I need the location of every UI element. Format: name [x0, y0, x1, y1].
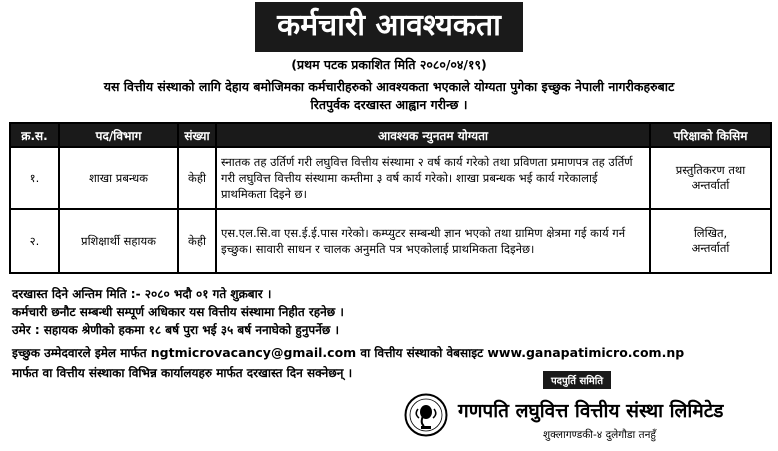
row-count: केही	[178, 209, 216, 273]
intro-line-2: रितपुर्वक दरखास्त आह्वान गरीन्छ ।	[310, 97, 468, 112]
publication-date: (प्रथम पटक प्रकाशित मिति २०८०/०४/१९)	[291, 57, 487, 72]
row-exam-line-2: अन्तर्वार्ता	[691, 178, 730, 192]
page-title: कर्मचारी आवश्यकता	[255, 2, 523, 52]
title-banner	[0, 2, 778, 52]
header-exam: परिक्षाको किसिम	[650, 123, 771, 147]
vacancy-table	[9, 122, 772, 274]
header-post: पद/विभाग	[59, 123, 178, 147]
row-exam	[650, 147, 771, 209]
rights-note: कर्मचारी छनौट सम्बन्धी सम्पूर्ण अधिकार यस वित्तीय संस्थामा निहीत रहनेछ ।	[12, 305, 344, 319]
intro-line-1: यस वित्तीय संस्थाको लागि देहाय बमोजिमका कर्मचारीहरुको आवश्यकता भएकाले योग्यता पुगेका इच्छुक नेपाली नागरीकहरुबाट	[103, 79, 675, 94]
ganesh-emblem-icon	[404, 393, 448, 437]
apply-middle: वा वित्तीय संस्थाको वेबसाइट	[360, 346, 484, 360]
table-header-row	[10, 123, 771, 147]
row-count: केही	[178, 147, 216, 209]
row-post: प्रशिक्षार्थी सहायक	[59, 209, 178, 273]
row-exam	[650, 209, 771, 273]
intro-text	[10, 78, 768, 114]
committee-badge: पदपुर्ति समिति	[543, 371, 611, 389]
row-post: शाखा प्रबन्धक	[59, 147, 178, 209]
table-row	[10, 147, 771, 209]
organization-name: गणपति लघुवित्त वित्तीय संस्था लिमिटेड	[458, 400, 724, 422]
apply-line-1	[12, 344, 684, 361]
age-note: उमेर : सहायक श्रेणीको हकमा १८ बर्ष पुरा भई ३५ बर्ष ननाघेको हुनुपर्नेछ ।	[12, 323, 340, 337]
header-sn: क्र.स.	[10, 123, 59, 147]
row-qualification: स्नातक तह उर्तिर्ण गरी लघुवित्त वित्तीय संस्थामा २ वर्ष कार्य गरेको तथा प्रविणता प्रमाणपत्र तह उर्तिर्ण गरी लघुवित्त वित्तीय संस्थामा कम्तीमा ३ वर्ष कार्य गरेको। शाखा प्रबन्धक भई कार्य गरेकालाई प्राथमिकता दिइने छ।	[216, 147, 650, 209]
row-sn: १.	[10, 147, 59, 209]
email-address: ngtmicrovacancy@gmail.com	[150, 345, 357, 360]
row-exam-line-2: अन्तर्वार्ता	[691, 241, 730, 255]
row-exam-line-1: लिखित,	[693, 226, 728, 240]
header-qualification: आवश्यक न्युनतम योग्यता	[216, 123, 650, 147]
apply-prefix: इच्छुक उम्मेदवारले इमेल मार्फत	[12, 346, 147, 360]
deadline-note: दरखास्त दिने अन्तिम मिति :- २०८० भदौ ०१ गते शुक्रबार ।	[12, 287, 272, 301]
website-url: www.ganapatimicro.com.np	[487, 345, 685, 360]
row-sn: २.	[10, 209, 59, 273]
organization-address: शुक्लागण्डकी-४ दुलेगौडा तनहुँ	[543, 429, 656, 441]
apply-line-2: मार्फत वा वित्तीय संस्थाका विभिन्न कार्यालयहरु मार्फत दरखास्त दिन सक्नेछन् ।	[12, 366, 353, 380]
row-qualification: एस.एल.सि.वा एस.ई.ई.पास गरेको। कम्प्युटर सम्बन्धी ज्ञान भएको तथा ग्रामिण क्षेत्रमा गई कार्य गर्न इच्छुक। सावारी साधन र चालक अनुमति पत्र भएकोलाई प्राथमिकता दिइनेछ।	[216, 209, 650, 273]
header-count: संख्या	[178, 123, 216, 147]
row-exam-line-1: प्रस्तुतिकरण तथा	[675, 163, 746, 177]
table-row	[10, 209, 771, 273]
